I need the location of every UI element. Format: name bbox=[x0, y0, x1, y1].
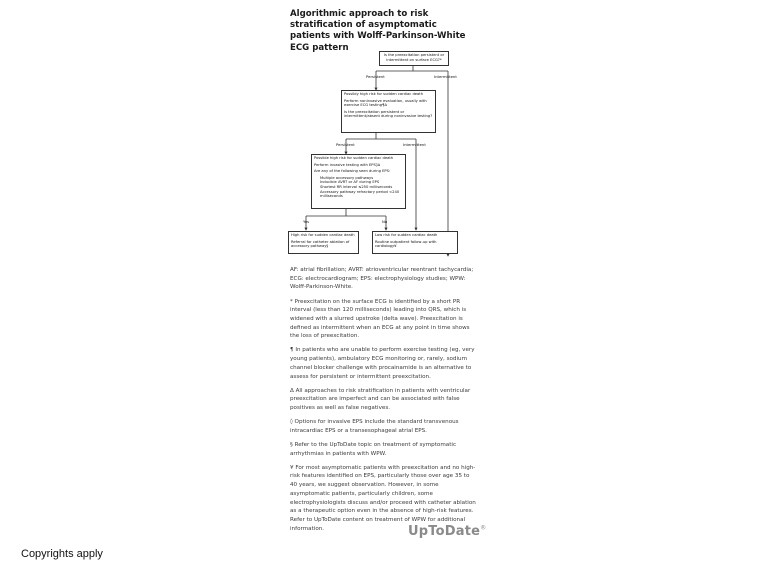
footnotes bbox=[290, 266, 476, 539]
figure-title: Algorithmic approach to risk stratification of asymptomatic patients with Wolff-Parkinson-White ECG pattern bbox=[290, 9, 466, 53]
branch-label-persistent: Persistent bbox=[366, 74, 385, 79]
branch-label-intermittent: Intermittent bbox=[434, 74, 457, 79]
high-risk-title: High risk for sudden cardiac death bbox=[291, 233, 355, 237]
branch-label-intermittent-2: Intermittent bbox=[403, 142, 426, 147]
footnote-delta: Δ All approaches to risk stratification in patients with ventricular preexcitation are imperfect and can be associated with false positives as well as false negatives. bbox=[290, 387, 471, 412]
question-surface-ecg-text: Is the preexcitation persistent or intermittent on surface ECG?* bbox=[383, 53, 445, 62]
branch-label-no: No bbox=[382, 219, 388, 224]
eps-finding-item: • Accessory pathway refractory period <240 milliseconds bbox=[320, 190, 403, 199]
low-risk-box bbox=[372, 231, 458, 254]
question-surface-ecg-box bbox=[379, 51, 449, 66]
footnote-asterisk: * Preexcitation on the surface ECG is identified by a short PR interval (less than 120 milliseconds) leading into QRS, which is widened with a slurred upstroke (delta wave). Preexcitation is defined as intermittent when an ECG at any point in time shows the loss of preexcitation. bbox=[290, 298, 470, 340]
noninvasive-question: Is the preexcitation persistent or intermittent/absent during noninvasive testing? bbox=[344, 109, 433, 119]
footnote-yen: ¥ For most asymptomatic patients with preexcitation and no high-risk features identified on EPS, particularly those over age 35 to 40 years, we suggest observation. However, in some asymptomatic patients, particularly children, some electrophysiologists discuss and/or proceed with catheter ablation as a therapeutic option even in the absence of high-risk features. Refer to UpToDate content on treatment of WPW for additional information. bbox=[290, 464, 476, 532]
branch-label-yes: Yes bbox=[303, 219, 310, 224]
eps-finding-item: • Multiple accessory pathways bbox=[320, 176, 403, 181]
uptodate-logo bbox=[408, 524, 486, 539]
invasive-instruction: Perform invasive testing with EPS◊Δ bbox=[314, 162, 381, 167]
noninvasive-evaluation-box bbox=[341, 90, 436, 133]
high-risk-box bbox=[288, 231, 359, 254]
footnote-pilcrow: ¶ In patients who are unable to perform exercise testing (eg, very young patients), ambulatory ECG monitoring or, rarely, sodium channel blocker challenge with procainamide is an alternative to assess for persistent or intermittent preexcitation. bbox=[290, 347, 475, 380]
low-risk-text: Routine outpatient follow-up with cardiology¥ bbox=[375, 239, 437, 249]
eps-findings-list bbox=[314, 176, 403, 199]
eps-finding-item: • Inducible AVRT or AF during EPS bbox=[320, 180, 403, 185]
branch-label-persistent-2: Persistent bbox=[336, 142, 355, 147]
eps-finding-item: • Shortest RR interval ≤250 milliseconds bbox=[320, 185, 403, 190]
uptodate-logo-text: UpToDate bbox=[408, 524, 481, 539]
invasive-risk-title: Possible high risk for sudden cardiac death bbox=[314, 156, 394, 160]
footnote-section: § Refer to the UpToDate topic on treatment of symptomatic arrhythmias in patients with WPW. bbox=[290, 441, 457, 457]
noninvasive-risk-title: Possibly high risk for sudden cardiac death bbox=[344, 92, 424, 96]
noninvasive-instruction: Perform noninvasive evaluation, usually with exercise ECG testing¶Δ bbox=[344, 98, 427, 108]
high-risk-text: Referral for catheter ablation of accessory pathway§ bbox=[291, 239, 350, 249]
low-risk-title: Low risk for sudden cardiac death bbox=[375, 233, 438, 237]
copyright-notice: Copyrights apply bbox=[21, 548, 103, 560]
invasive-question: Are any of the following seen during EPS: bbox=[314, 169, 391, 174]
footnote-lozenge: ◊ Options for invasive EPS include the standard transvenous intracardiac EPS or a transesophageal atrial EPS. bbox=[290, 419, 459, 434]
flowchart bbox=[286, 46, 480, 260]
registered-mark: ® bbox=[480, 524, 487, 532]
abbreviations-note: AF: atrial fibrillation; AVRT: atrioventricular reentrant tachycardia; ECG: electrocardiogram; EPS: electrophysiology studies; WPW: Wolff-Parkinson-White. bbox=[290, 267, 474, 291]
invasive-testing-box bbox=[311, 154, 406, 209]
